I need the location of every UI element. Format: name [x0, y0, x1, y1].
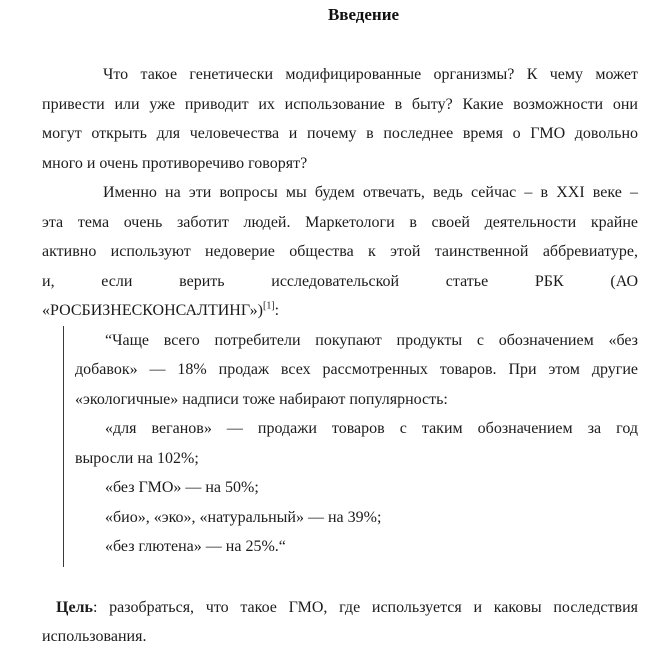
text-line: «без ГМО» — на 50%; — [105, 479, 259, 496]
footnote-reference[interactable]: [1] — [263, 300, 275, 312]
text-line: активно используют недоверие общества к этой таинственной аббревиатуре, — [42, 243, 638, 260]
quote-paragraph-3 — [75, 473, 638, 503]
quote-paragraph-4 — [75, 503, 638, 533]
text-line — [42, 296, 638, 326]
block-quote — [63, 326, 638, 567]
paragraph-marketing — [42, 178, 638, 326]
text-line: добавок» — 18% продаж всех рассмотренных товаров. При этом другие — [75, 361, 638, 378]
paragraph-goal — [42, 593, 638, 652]
text-line — [42, 593, 638, 623]
text-line: использования. — [42, 628, 147, 645]
text-line: «био», «эко», «натуральный» — на 39%; — [105, 508, 382, 526]
text-line: и, если верить исследовательской статье РБК (АО — [42, 272, 638, 290]
quote-paragraph-5 — [75, 532, 638, 562]
quote-paragraph-1 — [75, 326, 638, 415]
text-line: выросли на 102%; — [75, 449, 199, 467]
text-line: «без глютена» — на 25%.“ — [105, 538, 286, 555]
text-line: привести или уже приводит их использование в быту? Какие возможности они — [42, 95, 638, 113]
citation-colon: : — [274, 302, 280, 319]
text-line: Именно на эти вопросы мы будем отвечать, ведь сейчас – в XXI веке – — [103, 184, 638, 201]
text-line: «для веганов» — продажи товаров с таким обозначением за год — [105, 420, 638, 437]
text-line: могут открыть для человечества и почему в последнее время о ГМО довольно — [42, 125, 638, 142]
goal-label: Цель — [56, 598, 93, 616]
text-line: “Чаще всего потребители покупают продукты с обозначением «без — [105, 331, 638, 349]
paragraph-intro — [42, 60, 638, 178]
text-line: «экологичные» надписи тоже набирают популярность: — [75, 390, 448, 408]
text-line: много и очень противоречиво говорят? — [42, 154, 308, 172]
text-line: Что такое генетически модифицированные организмы? К чему может — [103, 66, 638, 83]
citation-source: «РОСБИЗНЕСКОНСАЛТИНГ») — [42, 302, 263, 319]
document-title: Введение — [327, 5, 400, 24]
text-line: эта тема очень заботит людей. Маркетологи в своей деятельности крайне — [42, 213, 638, 231]
quote-paragraph-2 — [75, 414, 638, 473]
goal-text: : разобраться, что такое ГМО, где используется и каковы последствия — [92, 598, 638, 616]
